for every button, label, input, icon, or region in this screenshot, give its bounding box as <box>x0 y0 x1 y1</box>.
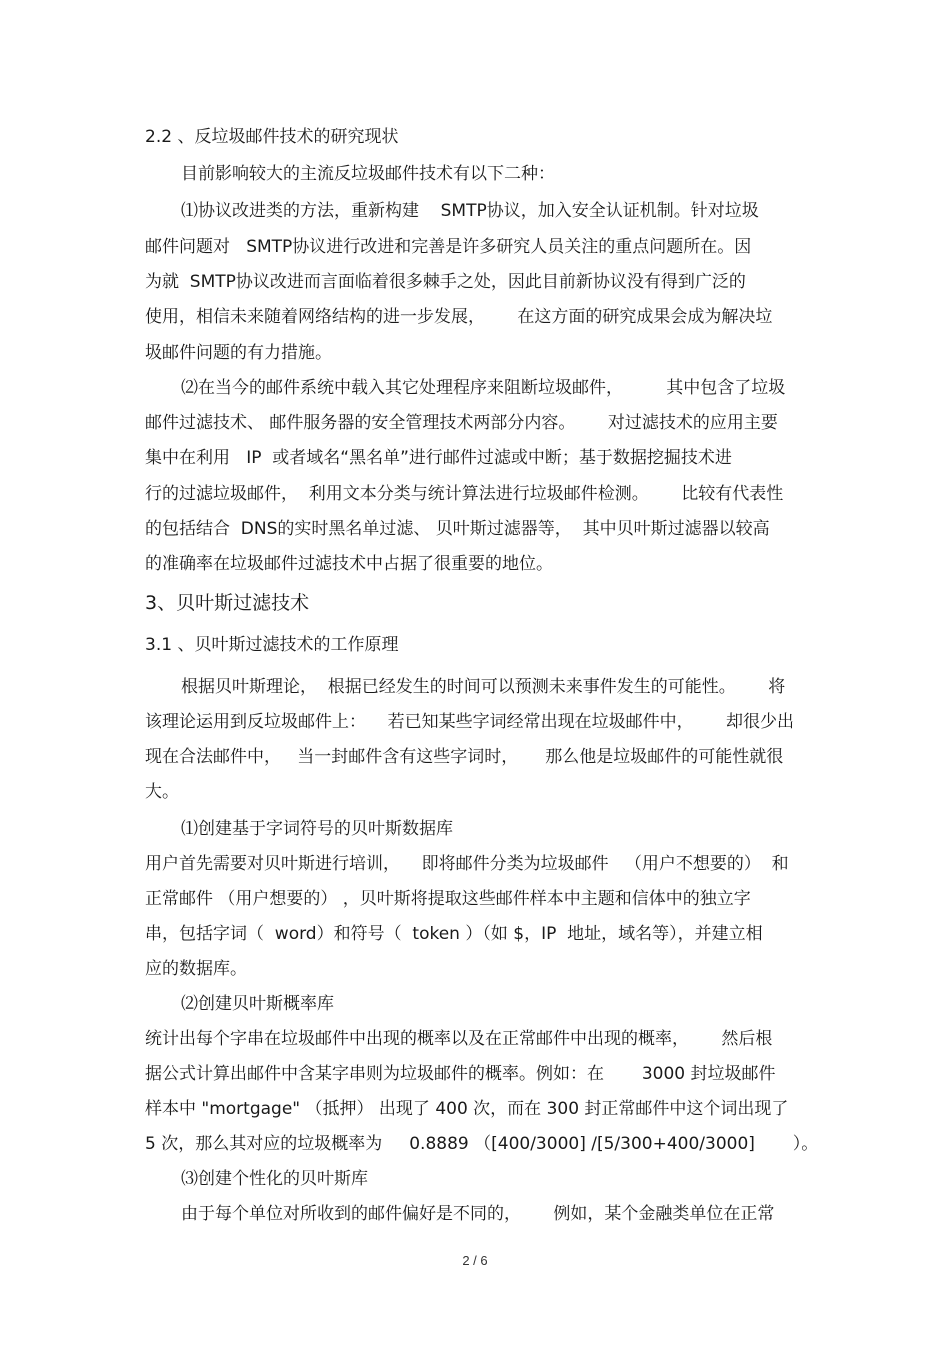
paragraph-line: ⑴协议改进类的方法，重新构建 SMTP协议，加入安全认证机制。针对垃圾 <box>181 201 759 221</box>
step-1-title: ⑴创建基于字词符号的贝叶斯数据库 <box>181 819 453 839</box>
paragraph-line: 据公式计算出邮件中含某字串则为垃圾邮件的概率。例如：在 3000 封垃圾邮件 <box>145 1064 776 1084</box>
paragraph-line: 根据贝叶斯理论， 根据已经发生的时间可以预测未来事件发生的可能性。 将 <box>181 677 786 697</box>
paragraph-line: 圾邮件问题的有力措施。 <box>145 343 332 363</box>
paragraph-line: 串，包括字词（ word）和符号（ token ）（如 $，IP 地址，域名等），并建立相 <box>145 924 763 944</box>
paragraph-line: 的包括结合 DNS的实时黑名单过滤、 贝叶斯过滤器等， 其中贝叶斯过滤器以较高 <box>145 519 770 539</box>
section-2-2-intro: 目前影响较大的主流反垃圾邮件技术有以下二种： <box>181 164 555 184</box>
paragraph-line: ⑵在当今的邮件系统中载入其它处理程序来阻断垃圾邮件， 其中包含了垃圾 <box>181 378 786 398</box>
paragraph-line: 由于每个单位对所收到的邮件偏好是不同的， 例如，某个金融类单位在正常 <box>181 1204 775 1224</box>
paragraph-line: 邮件问题对 SMTP协议进行改进和完善是许多研究人员关注的重点问题所在。因 <box>145 237 752 257</box>
paragraph-line: 统计出每个字串在垃圾邮件中出现的概率以及在正常邮件中出现的概率， 然后根 <box>145 1029 773 1049</box>
paragraph-line: 现在合法邮件中， 当一封邮件含有这些字词时， 那么他是垃圾邮件的可能性就很 <box>145 747 784 767</box>
paragraph-line: 为就 SMTP协议改进而言面临着很多棘手之处，因此目前新协议没有得到广泛的 <box>145 272 746 292</box>
paragraph-line: 的准确率在垃圾邮件过滤技术中占据了很重要的地位。 <box>145 554 553 574</box>
section-heading-3-1: 3.1 、贝叶斯过滤技术的工作原理 <box>145 635 399 655</box>
paragraph-line: 行的过滤垃圾邮件， 利用文本分类与统计算法进行垃圾邮件检测。 比较有代表性 <box>145 484 784 504</box>
step-2-title: ⑵创建贝叶斯概率库 <box>181 994 334 1014</box>
paragraph-line: 应的数据库。 <box>145 959 247 979</box>
paragraph-line: 集中在利用 IP 或者域名“黑名单”进行邮件过滤或中断；基于数据挖掘技术进 <box>145 448 732 468</box>
step-3-title: ⑶创建个性化的贝叶斯库 <box>181 1169 368 1189</box>
paragraph-line: 该理论运用到反垃圾邮件上： 若已知某些字词经常出现在垃圾邮件中， 却很少出 <box>145 712 795 732</box>
page-number: 2 / 6 <box>462 1253 488 1268</box>
section-heading-3: 3、贝叶斯过滤技术 <box>145 592 310 614</box>
paragraph-line: 用户首先需要对贝叶斯进行培训， 即将邮件分类为垃圾邮件 （用户不想要的） 和 <box>145 854 789 874</box>
paragraph-line: 使用，相信未来随着网络结构的进一步发展， 在这方面的研究成果会成为解决垃 <box>145 307 773 327</box>
paragraph-line: 正常邮件 （用户想要的） ，贝叶斯将提取这些邮件样本中主题和信体中的独立字 <box>145 889 751 909</box>
paragraph-line: 样本中 "mortgage" （抵押） 出现了 400 次，而在 300 封正常邮件中这个词出现了 <box>145 1099 789 1119</box>
paragraph-line: 大。 <box>145 782 179 802</box>
paragraph-line: 5 次，那么其对应的垃圾概率为 0.8889 （[400/3000] /[5/300+400/3000] ）。 <box>145 1134 819 1154</box>
paragraph-line: 邮件过滤技术、 邮件服务器的安全管理技术两部分内容。 对过滤技术的应用主要 <box>145 413 778 433</box>
section-heading-2-2: 2.2 、反垃圾邮件技术的研究现状 <box>145 127 399 147</box>
